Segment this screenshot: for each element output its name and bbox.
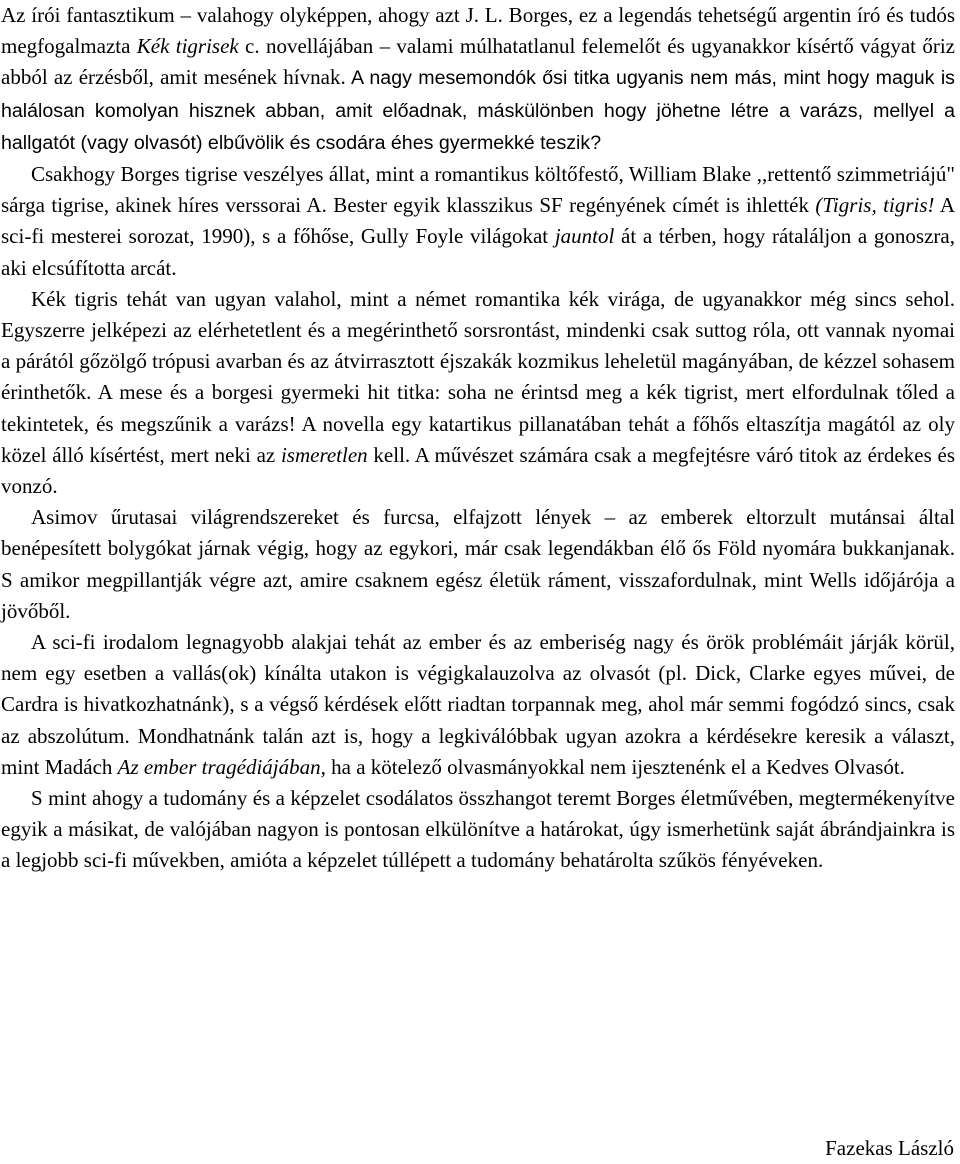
paragraph-2: [1, 159, 955, 284]
paragraph-5: [1, 627, 955, 783]
paragraph-1-text-a: Az írói fantasztikum – valahogy olyképpen, ahogy azt J. L. Borges, ez a legendás tehetségű argentin író és tudós megfogalmazta: [1, 3, 955, 59]
paragraph-4: [1, 502, 955, 627]
term-ismeretlen: ismeretlen: [280, 442, 368, 467]
paragraph-1-text-c: c. novellájában – valami múlhatatlanul felemelőt és ugyanakkor kísértő vágyat őriz abból az érzésből, amit mesének hívnak.: [1, 34, 955, 90]
author-signature: Fazekas László: [825, 1136, 954, 1160]
paragraph-6: [1, 783, 955, 877]
book-title-tigris: (Tigris, tigris!: [815, 193, 935, 218]
paragraph-3: [1, 284, 955, 502]
term-jauntol: jauntol: [554, 224, 615, 249]
paragraph-5-text-c: ha a kötelező olvasmányokkal nem ijesztenénk el a Kedves Olvasót.: [325, 754, 905, 779]
paragraph-3-text-a: Kék tigris tehát van ugyan valahol, mint a német romantika kék virága, de ugyanakkor még sincs sehol. Egyszerre jelképezi az elérhetetlent és a megérinthető sorsrontást, mindenki csak suttog róla, ott vannak nyomai a párától gőzölgő trópusi avarban és az átvirrasztott éjszakák kozmikus leheletül magányában, de kézzel sohasem érinthetők. A mese és a borgesi gyermeki hit titka: soha ne érintsd meg a kék tigrist, mert elfordulnak tőled a tekintetek, és megszűnik a varázs! A novella egy katartikus pillanatában tehát a főhős eltaszítja magától az oly közel álló kísértést, mert neki az: [1, 286, 955, 467]
book-title-ember-tragediaja: Az ember tragédiájában,: [117, 754, 326, 779]
book-title-kek-tigrisek: Kék tigrisek: [136, 34, 239, 59]
paragraph-2-text-a: Csakhogy Borges tigrise veszélyes állat, mint a romantikus költőfestő, William Blake ,,rettentő szimmetriájú" sárga tigrise, akinek híres verssorai A. Bester egyik klasszikus SF regényének címét is ihlették: [1, 162, 955, 218]
paragraph-2-text-c: A sci-fi mesterei sorozat, 1990), s a főhőse, Gully Foyle világokat: [1, 193, 955, 249]
paragraph-6-text: S mint ahogy a tudomány és a képzelet csodálatos összhangot teremt Borges életművében, megtermékenyítve egyik a másikat, de valójában nagyon is pontosan elkülönítve a határokat, úgy ismerhetünk saját ábrándjainkra is a legjobb sci-fi művekben, amióta a képzelet túllépett a tudomány behatárolta szűkös fényéveken.: [1, 786, 955, 873]
paragraph-1: [1, 0, 955, 159]
paragraph-1-text-sans: A nagy mesemondók ősi titka ugyanis nem más, mint hogy maguk is halálosan komolyan hisznek abban, amit előadnak, máskülönben hogy jöhetne létre a varázs, mellyel a hallgatót (vagy olvasót) elbűvölik és csodára éhes gyermekké teszik?: [1, 67, 955, 154]
paragraph-5-text-a: A sci-fi irodalom legnagyobb alakjai tehát az ember és az emberiség nagy és örök problémáit járják körül, nem egy esetben a vallás(ok) kínálta utakon is végigkalauzolva az olvasót (pl. Dick, Clarke egyes művei, de Cardra is hivatkozhatnánk), s a végső kérdések előtt riadtan torpannak meg, ahol már semmi fogódzó sincs, csak az abszolútum. Mondhatnánk talán azt is, hogy a legkiválóbbak ugyan azokra a kérdésekre keresik a választ, mint Madách: [1, 630, 955, 779]
paragraph-4-text: Asimov űrutasai világrendszereket és furcsa, elfajzott lények – az emberek eltorzult mutánsai által benépesített bolygókat járnak végig, hogy az egykori, már csak legendákban élő ős Föld nyomára bukkanjanak. S amikor megpillantják végre azt, amire csaknem egész életük ráment, visszafordulnak, mint Wells időjárója a jövőből.: [1, 505, 955, 623]
paragraph-3-text-c: kell. A művészet számára csak a megfejtésre váró titok az érdekes és vonzó.: [1, 442, 955, 499]
paragraph-2-text-e: át a térben, hogy rátaláljon a gonoszra, aki elcsúfította arcát.: [1, 224, 955, 280]
